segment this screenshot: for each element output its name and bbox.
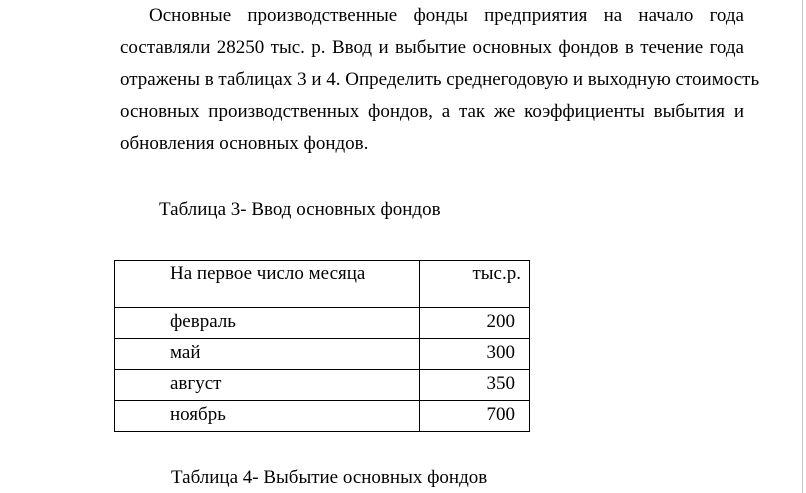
table-row <box>115 308 530 339</box>
value-cell: 300 <box>420 339 530 370</box>
paragraph-line-1: Основные производственные фонды предприятия на начало года <box>149 5 744 26</box>
paragraph-line-3: отражены в таблицах 3 и 4. Определить среднегодовую и выходную стоимость <box>120 69 760 90</box>
paragraph-line-4: основных производственных фондов, а так же коэффициенты выбытия и <box>120 101 744 122</box>
paragraph-line-2: составляли 28250 тыс. р. Ввод и выбытие основных фондов в течение года <box>120 37 744 58</box>
value-cell: 350 <box>420 370 530 401</box>
table-row <box>115 370 530 401</box>
month-cell: август <box>115 370 420 401</box>
table3 <box>114 260 530 432</box>
paragraph-line-5: обновления основных фондов. <box>120 133 369 154</box>
month-cell: май <box>115 339 420 370</box>
table-row <box>115 339 530 370</box>
page-edge-rule <box>802 0 803 493</box>
value-cell: 700 <box>420 401 530 432</box>
table-row <box>115 401 530 432</box>
month-cell: февраль <box>115 308 420 339</box>
header-unit-cell: тыс.р. <box>420 261 530 308</box>
table-header-row <box>115 261 530 308</box>
table3-caption: Таблица 3- Ввод основных фондов <box>159 199 441 220</box>
table4-caption: Таблица 4- Выбытие основных фондов <box>171 467 488 488</box>
month-cell: ноябрь <box>115 401 420 432</box>
header-month-cell: На первое число месяца <box>115 261 420 308</box>
value-cell: 200 <box>420 308 530 339</box>
